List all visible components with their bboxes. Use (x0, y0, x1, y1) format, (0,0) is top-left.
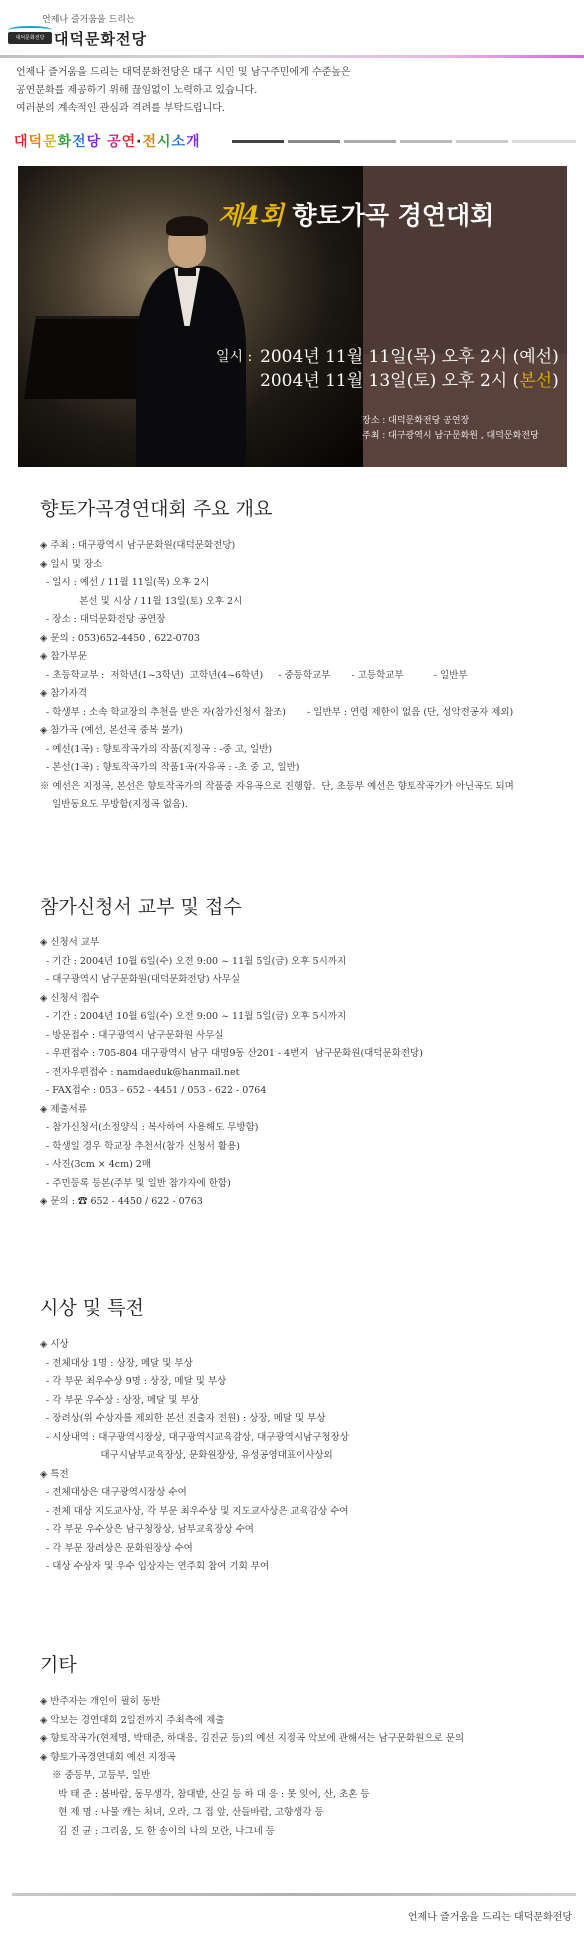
poster-venue: 장소 : 대덕문화전당 공연장 주최 : 대구광역시 남구문화원 , 대덕문화전당 (362, 416, 539, 441)
section-body-other (40, 1693, 464, 1841)
section-line: ◈ 문의 : 053)652-4450 , 622-0703 (40, 632, 200, 644)
section-line: 박 태 준 : 봄바람, 동무생각, 참대밭, 산길 등 하 대 응 : 못 잊어, 산, 초혼 등 (40, 1788, 370, 1800)
section-line: ◈ 신청서 접수 (40, 992, 100, 1004)
section-line: - FAX접수 : 053 - 652 - 4451 / 053 - 622 - 0764 (40, 1085, 267, 1096)
section-line: ◈ 주최 : 대구광역시 남구문화원(대덕문화전당) (40, 540, 236, 551)
section-line: - 각 부문 우수상 : 상장, 메달 및 부상 (40, 1394, 199, 1406)
heading-char: 개 (186, 134, 201, 150)
header (0, 0, 584, 58)
section-line: - 전체대상은 대구광역시장상 수여 (40, 1487, 187, 1498)
section-line: - 주민등록 등본(주부 및 일반 참가자에 한함) (40, 1177, 231, 1189)
section-line: ※ 중등부, 고등부, 일반 (40, 1770, 151, 1781)
section-title-application: 참가신청서 교부 및 접수 (40, 896, 242, 918)
section-line: - 대상 수상자 및 우수 입상자는 연주회 참여 기회 부여 (40, 1561, 270, 1572)
heading-divider (232, 140, 576, 143)
logo-badge: 대덕문화전당 (8, 32, 52, 44)
intro-text (16, 64, 576, 118)
section-line: - 기간 : 2004년 10월 6일(수) 오전 9:00 ~ 11월 5일(금) 오후 5시까지 (40, 1011, 347, 1022)
poster-date-preliminary: 2004년 11월 11일(목) 오후 2시 (예선) (260, 347, 559, 367)
section-line: - 방문접수 : 대구광역시 남구문화원 사무실 (40, 1029, 224, 1041)
section-line: ◈ 제출서류 (40, 1103, 88, 1115)
section-title-awards: 시상 및 특전 (40, 1297, 144, 1319)
section-line: - 초등학교부 : 저학년(1~3학년) 고학년(4~6학년) - 중등학교부 - 고등학교부 - 일반부 (40, 669, 468, 681)
logo-name: 대덕문화전당 (54, 30, 147, 48)
event-poster (18, 166, 567, 467)
section-line: 현 제 명 : 나물 캐는 처녀, 오라, 그 집 앞, 산들바람, 고향생각 등 (40, 1807, 324, 1818)
heading-char: 전 (142, 134, 157, 150)
section-line: - 학생일 경우 학교장 추천서(참가 신청서 활용) (40, 1140, 240, 1152)
section-line: ◈ 악보는 경연대회 2일전까지 주최측에 제출 (40, 1714, 225, 1726)
heading-char: 연 (121, 134, 137, 150)
section-line: - 학생부 : 소속 학교장의 추천을 받은 자(참가신청서 참조) - 일반부 : 연령 제한이 없음 (단, 성악전공자 제외) (40, 706, 514, 718)
section-line: ◈ 일시 및 장소 (40, 558, 103, 570)
poster-date-label: 일시 : (216, 349, 253, 365)
intro-line: 여러분의 계속적인 관심과 격려를 부탁드립니다. (16, 103, 226, 114)
section-line: - 장려상(위 수상자를 제외한 본선 진출자 전원) : 상장, 메달 및 부상 (40, 1413, 326, 1424)
heading-char: · (136, 134, 143, 150)
section-line: - 우편접수 : 705-804 대구광역시 남구 대명9동 산201 - 4번지 남구문화원(대덕문화전당) (40, 1048, 423, 1059)
section-line: - 장소 : 대덕문화전당 공연장 (40, 614, 166, 625)
heading-char: 대 (14, 134, 29, 150)
section-line: - 본선(1곡) : 향토작곡가의 작품1곡(자유곡 : -초 중 고, 일반) (40, 762, 300, 773)
section-body-awards (40, 1336, 349, 1577)
footer-tagline: 언제나 즐거움을 드리는 대덕문화전당 (407, 1912, 572, 1923)
section-body-overview (40, 537, 514, 815)
section-line: - 각 부문 우수상은 남구청장상, 남부교육장상 수여 (40, 1524, 254, 1535)
poster-title: 제4회 향토가곡 경연대회 (218, 201, 495, 230)
section-line: ◈ 참가부문 (40, 651, 88, 662)
logo[interactable] (8, 12, 194, 52)
poster-date-final: 2004년 11월 13일(토) 오후 2시 (본선) (260, 371, 559, 391)
section-line: - 전자우편접수 : namdaeduk@hanmail.net (40, 1066, 240, 1078)
section-line: - 대구광역시 남구문화원(대덕문화전당) 사무실 (40, 974, 241, 985)
heading-char: 문 (43, 134, 58, 150)
section-line: - 기간 : 2004년 10월 6일(수) 오전 9:00 ~ 11월 5일(금) 오후 5시까지 (40, 955, 347, 967)
heading-char: 덕 (28, 134, 44, 150)
section-line: ◈ 향토작곡가(현제명, 박태준, 하대응, 김진균 등)의 예선 지정곡 악보에 관해서는 남구문화원으로 문의 (40, 1733, 465, 1744)
section-line: ◈ 참가자격 (40, 688, 88, 699)
section-line: ◈ 특전 (40, 1468, 69, 1480)
section-line: ◈ 참가곡 (예선, 본선곡 중복 불가) (40, 725, 183, 736)
section-line: - 시상내역 : 대구광역시장상, 대구광역시교육감상, 대구광역시남구청장상 (40, 1431, 349, 1443)
section-line: 김 진 균 : 그리움, 도 한 송이의 나의 모란, 나그네 등 (40, 1825, 275, 1837)
heading-char: 당 (86, 134, 102, 150)
heading-char: 소 (171, 134, 187, 150)
section-line: ◈ 반주자는 개인이 필히 동반 (40, 1696, 161, 1707)
header-divider (0, 55, 584, 58)
section-line: ◈ 시상 (40, 1339, 69, 1350)
section-line: 본선 및 시상 / 11월 13일(토) 오후 2시 (40, 595, 243, 607)
section-line: - 전체대상 1명 : 상장, 메달 및 부상 (40, 1357, 193, 1369)
intro-line: 공연문화를 제공하기 위해 끊임없이 노력하고 있습니다. (16, 85, 258, 96)
heading-char: 시 (156, 134, 172, 150)
section-line: - 각 부문 최우수상 9명 : 상장, 메달 및 부상 (40, 1376, 227, 1387)
section-line: - 사진(3cm × 4cm) 2매 (40, 1159, 152, 1170)
intro-line: 언제나 즐거움을 드리는 대덕문화전당은 대구 시민 및 남구주민에게 수준높은 (16, 67, 351, 78)
section-line: ◈ 향토가곡경연대회 예선 지정곡 (40, 1751, 176, 1763)
section-line: - 일시 : 예선 / 11월 11일(목) 오후 2시 (40, 577, 210, 588)
section-heading-performance-exhibition (14, 131, 201, 151)
section-line: - 각 부문 장려상은 문화원장상 수여 (40, 1542, 193, 1554)
section-title-other: 기타 (40, 1654, 77, 1676)
section-line: - 예선(1곡) : 향토작곡가의 작품(지정곡 : -중 고, 일반) (40, 743, 273, 755)
section-line: ※ 예선은 지정곡, 본선은 향토작곡가의 작품중 자유곡으로 진행함. 단, 초등부 예선은 향토작곡가가 아닌곡도 되며 (40, 780, 514, 792)
logo-tagline: 언제나 즐거움을 드리는 (42, 15, 135, 25)
section-title-overview: 향토가곡경연대회 주요 개요 (40, 498, 273, 520)
heading-char: 화 (57, 134, 73, 150)
section-line: - 참가신청서(소정양식 : 복사하여 사용해도 무방함) (40, 1122, 259, 1133)
heading-char: 공 (107, 134, 122, 150)
heading-char: 전 (72, 134, 87, 150)
section-body-application (40, 934, 423, 1212)
section-line: 대구시남부교육장상, 문화원장상, 유성공영대표이사상외 (40, 1450, 333, 1461)
section-line: - 전체 대상 지도교사상, 각 부문 최우수상 및 지도교사상은 교육감상 수여 (40, 1505, 349, 1517)
section-line: ◈ 문의 : ☎ 652 - 4450 / 622 - 0763 (40, 1196, 203, 1207)
footer-divider (12, 1893, 576, 1896)
section-line: ◈ 신청서 교부 (40, 937, 100, 948)
section-line: 일반동요도 무방함(지정곡 없음). (40, 799, 188, 810)
